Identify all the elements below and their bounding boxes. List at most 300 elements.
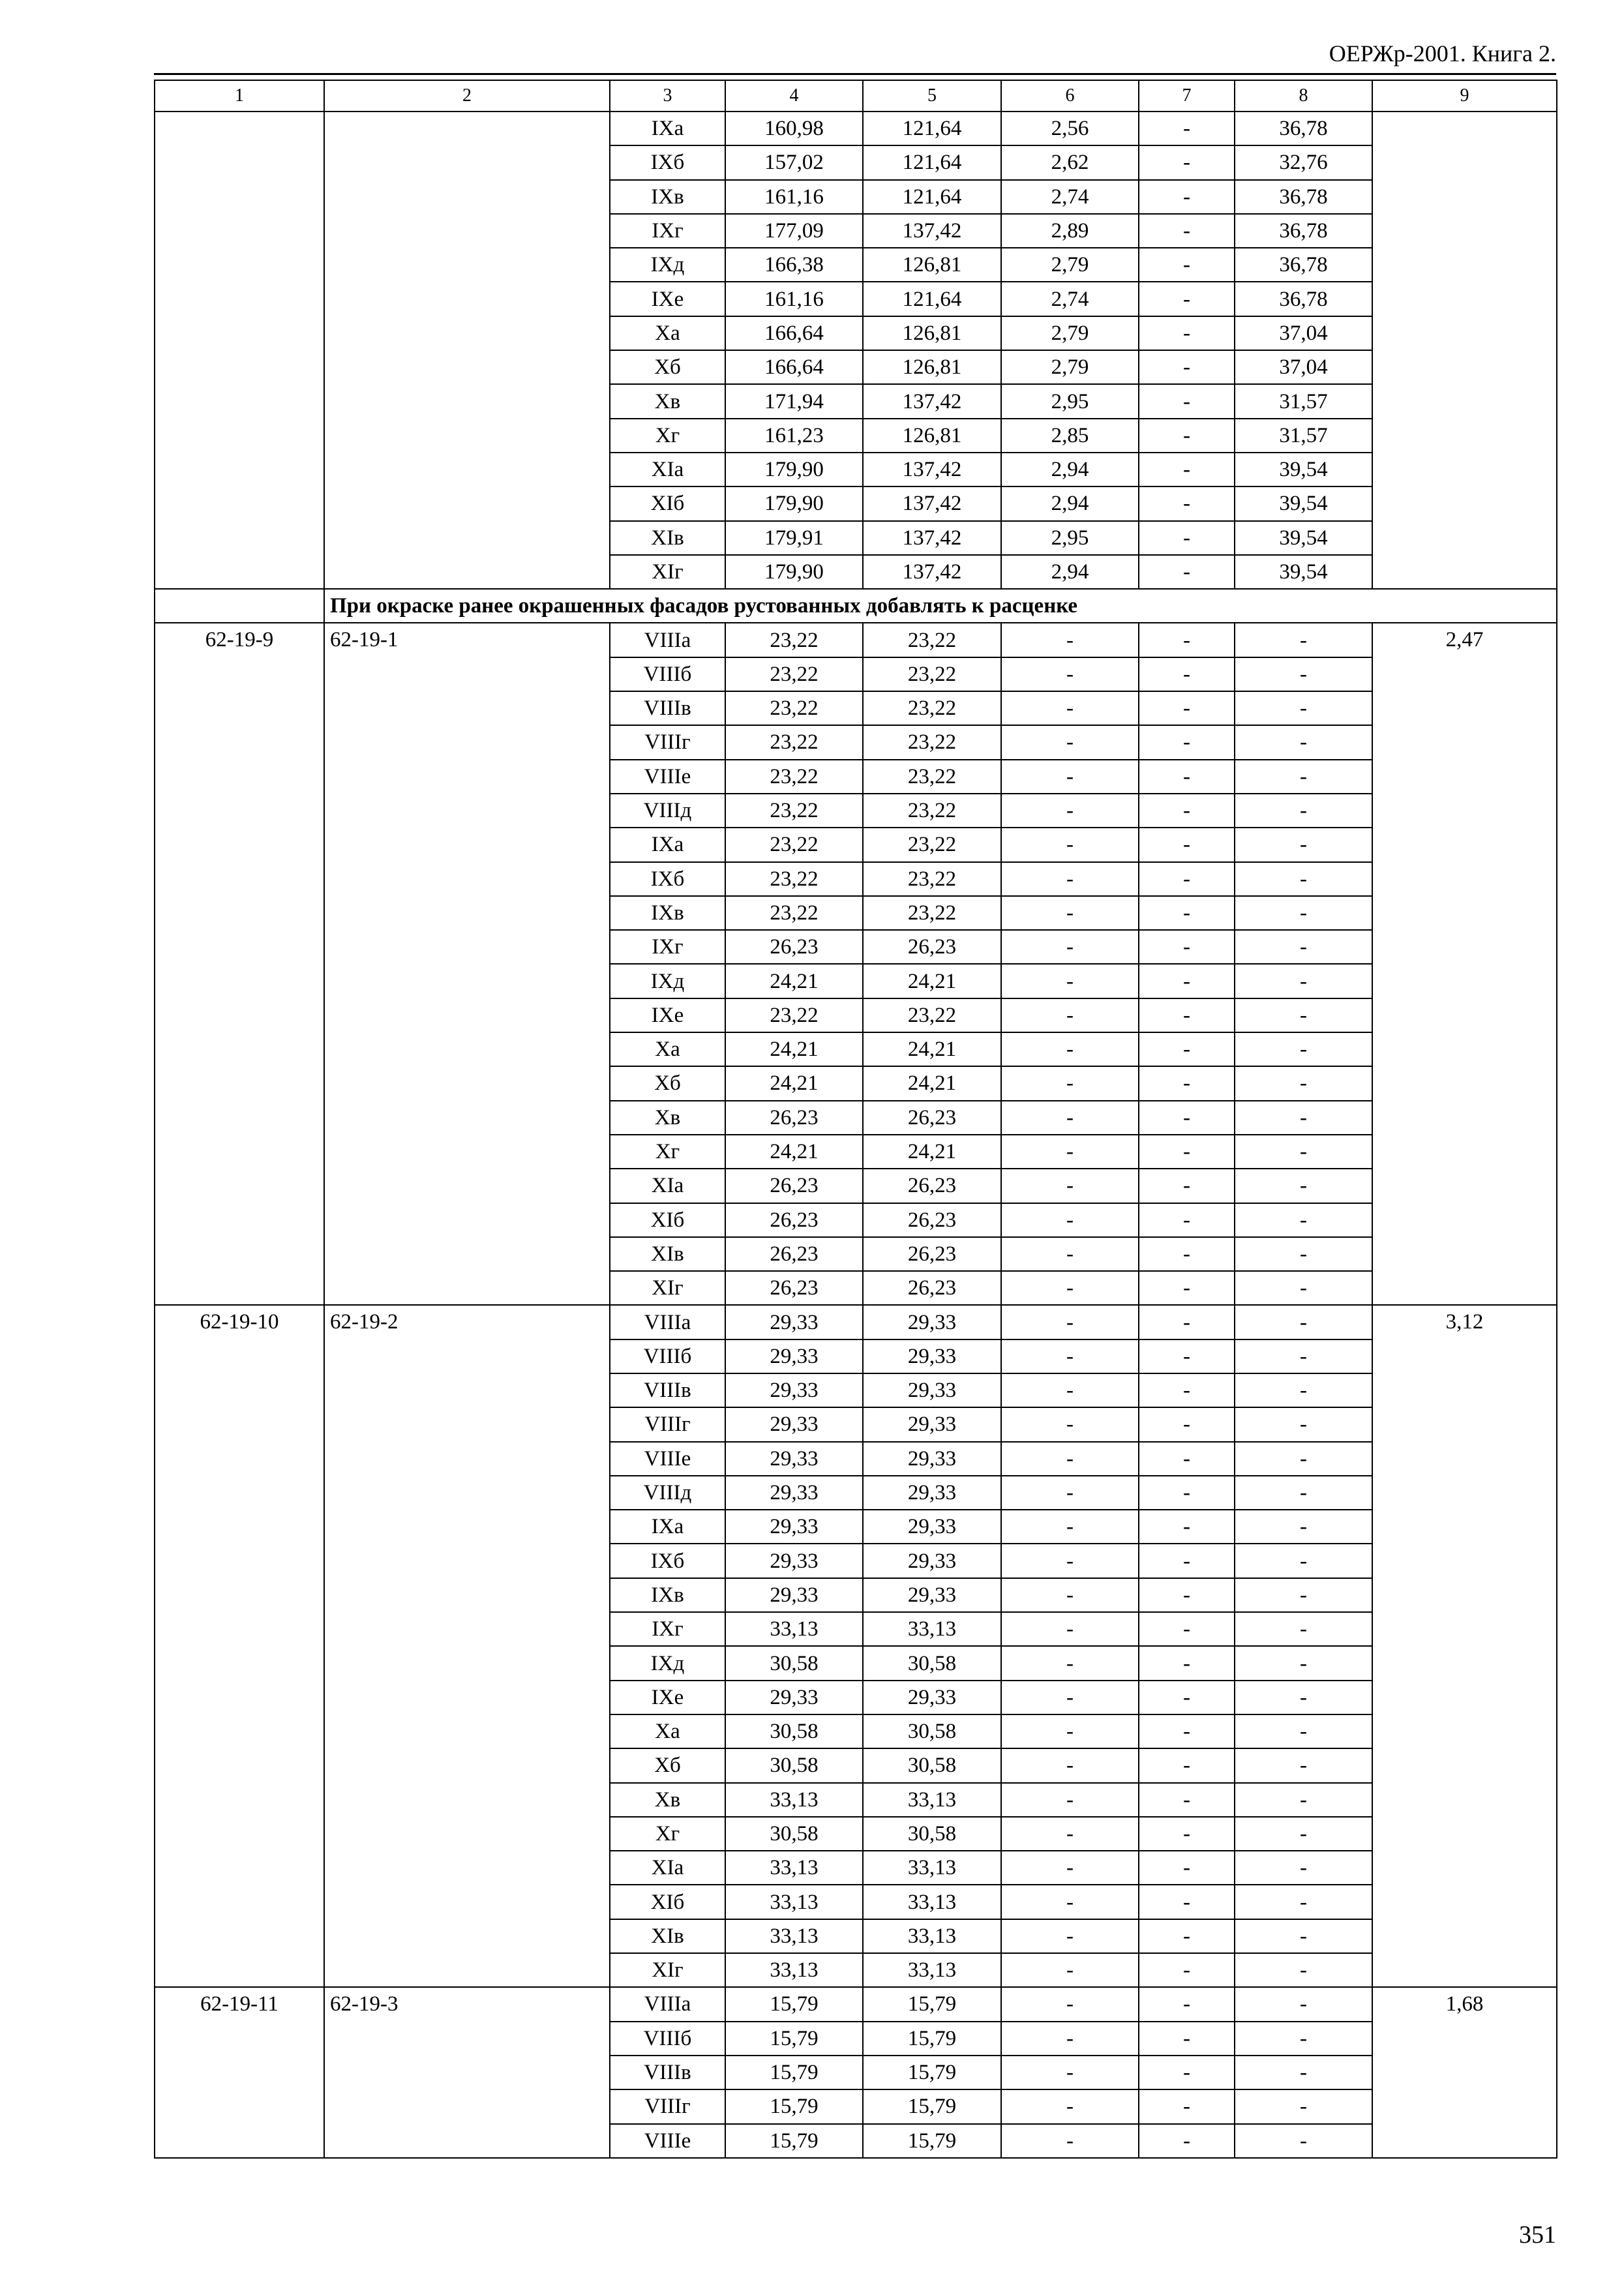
section-note: При окраске ранее окрашенных фасадов рустованных добавлять к расценке — [324, 589, 1557, 623]
rate-code: 62-19-10 — [155, 1305, 324, 1987]
table-cell: IXе — [610, 282, 725, 316]
table-cell: 15,79 — [725, 2089, 863, 2123]
table-cell: 29,33 — [863, 1407, 1001, 1441]
table-cell: - — [1139, 930, 1235, 964]
table-cell: 160,98 — [725, 112, 863, 145]
table-cell: 29,33 — [863, 1544, 1001, 1578]
table-cell: - — [1139, 1885, 1235, 1919]
header-rule — [154, 73, 1556, 75]
table-cell: - — [1235, 1032, 1372, 1066]
table-cell: - — [1139, 1339, 1235, 1373]
table-cell: 23,22 — [863, 998, 1001, 1032]
table-cell: - — [1139, 1442, 1235, 1476]
table-cell: 33,13 — [725, 1919, 863, 1953]
table-cell: 29,33 — [725, 1681, 863, 1714]
table-cell: XIв — [610, 521, 725, 555]
table-cell: - — [1001, 1817, 1139, 1851]
table-cell: 29,33 — [863, 1681, 1001, 1714]
table-cell: 29,33 — [863, 1305, 1001, 1339]
table-cell: - — [1139, 180, 1235, 214]
table-cell: 23,22 — [725, 862, 863, 896]
table-cell: 2,62 — [1001, 145, 1139, 179]
table-cell: - — [1139, 1271, 1235, 1305]
table-cell: Xг — [610, 1135, 725, 1169]
table-cell: 15,79 — [863, 2124, 1001, 2158]
table-cell: - — [1139, 1032, 1235, 1066]
table-cell: 161,23 — [725, 419, 863, 453]
table-cell: - — [1235, 1271, 1372, 1305]
table-cell: 24,21 — [725, 1066, 863, 1100]
table-cell: VIIIг — [610, 725, 725, 759]
table-cell: Xa — [610, 316, 725, 350]
table-cell: - — [1139, 453, 1235, 486]
table-cell: 179,90 — [725, 486, 863, 520]
table-cell: - — [1139, 1237, 1235, 1271]
table-cell: - — [1235, 896, 1372, 930]
table-cell: - — [1139, 1476, 1235, 1510]
table-cell: 137,42 — [863, 453, 1001, 486]
table-cell: - — [1001, 1783, 1139, 1817]
table-cell: 2,85 — [1001, 419, 1139, 453]
table-cell: - — [1001, 1714, 1139, 1748]
table-cell: 121,64 — [863, 180, 1001, 214]
table-cell: - — [1139, 896, 1235, 930]
table-cell: 23,22 — [725, 896, 863, 930]
table-cell: - — [1235, 1373, 1372, 1407]
table-cell: 39,54 — [1235, 555, 1372, 589]
table-cell: - — [1001, 725, 1139, 759]
table-cell: 29,33 — [863, 1442, 1001, 1476]
table-cell: 24,21 — [725, 964, 863, 998]
table-cell: 23,22 — [863, 691, 1001, 725]
table-cell: - — [1001, 1953, 1139, 1987]
table-cell: 2,79 — [1001, 316, 1139, 350]
table-cell: 29,33 — [725, 1476, 863, 1510]
table-cell: 24,21 — [725, 1032, 863, 1066]
table-cell: - — [1001, 1169, 1139, 1203]
table-cell: - — [1235, 828, 1372, 861]
table-cell: - — [1235, 1476, 1372, 1510]
table-cell: 26,23 — [863, 1101, 1001, 1135]
table-cell: - — [1139, 384, 1235, 418]
table-cell: VIIIб — [610, 2022, 725, 2056]
table-cell: 26,23 — [863, 1237, 1001, 1271]
table-cell: Xв — [610, 384, 725, 418]
table-cell: 30,58 — [863, 1817, 1001, 1851]
table-cell: 15,79 — [863, 2022, 1001, 2056]
table-cell: 26,23 — [725, 1271, 863, 1305]
table-cell: - — [1001, 794, 1139, 828]
table-cell: - — [1139, 1203, 1235, 1237]
table-cell: - — [1235, 1817, 1372, 1851]
table-cell: - — [1001, 862, 1139, 896]
table-cell: - — [1001, 691, 1139, 725]
table-cell: - — [1235, 725, 1372, 759]
table-cell: 36,78 — [1235, 248, 1372, 282]
table-cell: - — [1001, 1646, 1139, 1680]
table-cell: Xв — [610, 1783, 725, 1817]
table-cell: - — [1235, 760, 1372, 794]
table-cell: 29,33 — [725, 1339, 863, 1373]
table-cell: IXд — [610, 1646, 725, 1680]
table-cell: - — [1001, 760, 1139, 794]
column-number: 2 — [324, 80, 610, 112]
table-cell: XIг — [610, 555, 725, 589]
table-cell: - — [1001, 1305, 1139, 1339]
table-cell: - — [1001, 657, 1139, 691]
table-cell: - — [1001, 828, 1139, 861]
table-cell: 126,81 — [863, 350, 1001, 384]
table-cell: - — [1139, 1135, 1235, 1169]
column-number: 1 — [155, 80, 324, 112]
table-cell: - — [1235, 1407, 1372, 1441]
table-cell: XIг — [610, 1271, 725, 1305]
table-cell: - — [1139, 1169, 1235, 1203]
table-cell: - — [1001, 1544, 1139, 1578]
table-cell: - — [1139, 1407, 1235, 1441]
table-cell: 161,16 — [725, 282, 863, 316]
table-cell: 30,58 — [863, 1646, 1001, 1680]
table-cell: Xг — [610, 1817, 725, 1851]
table-cell: 23,22 — [863, 657, 1001, 691]
table-cell: XIб — [610, 486, 725, 520]
table-cell: - — [1139, 964, 1235, 998]
table-cell: - — [1235, 964, 1372, 998]
table-cell: - — [1001, 998, 1139, 1032]
table-cell: 126,81 — [863, 316, 1001, 350]
table-cell: 24,21 — [863, 1066, 1001, 1100]
table-cell: 26,23 — [863, 930, 1001, 964]
rate-col9: 2,47 — [1372, 623, 1557, 1305]
column-number: 6 — [1001, 80, 1139, 112]
table-cell: - — [1001, 1442, 1139, 1476]
table-cell: - — [1235, 1681, 1372, 1714]
table-cell: IXв — [610, 1578, 725, 1612]
table-cell: - — [1139, 623, 1235, 657]
table-cell: 23,22 — [863, 896, 1001, 930]
table-cell: - — [1001, 1101, 1139, 1135]
column-number: 9 — [1372, 80, 1557, 112]
table-row — [155, 112, 1557, 145]
table-cell: XIв — [610, 1237, 725, 1271]
table-row — [155, 589, 1557, 623]
column-number: 4 — [725, 80, 863, 112]
table-cell: 33,13 — [725, 1851, 863, 1885]
table-cell: 30,58 — [725, 1714, 863, 1748]
table-cell: 30,58 — [725, 1748, 863, 1782]
table-cell: 24,21 — [863, 964, 1001, 998]
table-cell: 26,23 — [725, 1203, 863, 1237]
table-row — [155, 623, 1557, 657]
table-cell: 2,79 — [1001, 248, 1139, 282]
table-cell: 33,13 — [725, 1612, 863, 1646]
table-cell: 137,42 — [863, 521, 1001, 555]
table-cell: 29,33 — [863, 1510, 1001, 1544]
table-cell: - — [1001, 1987, 1139, 2021]
table-cell: 26,23 — [725, 930, 863, 964]
table-cell: 23,22 — [863, 828, 1001, 861]
table-cell: 26,23 — [725, 1237, 863, 1271]
rate-col9: 1,68 — [1372, 1987, 1557, 2157]
table-cell: Xa — [610, 1032, 725, 1066]
document-header: ОЕРЖр-2001. Книга 2. — [1329, 40, 1556, 67]
table-cell: 23,22 — [863, 760, 1001, 794]
table-cell: - — [1139, 316, 1235, 350]
table-cell: 23,22 — [863, 623, 1001, 657]
table-cell: - — [1001, 1510, 1139, 1544]
table-cell: 30,58 — [725, 1646, 863, 1680]
rate-code: 62-19-9 — [155, 623, 324, 1305]
table-cell: 29,33 — [863, 1578, 1001, 1612]
ref-cell-empty — [324, 112, 610, 589]
table-cell: - — [1001, 1612, 1139, 1646]
table-cell: 33,13 — [725, 1783, 863, 1817]
table-cell: IXе — [610, 1681, 725, 1714]
table-cell: 15,79 — [863, 1987, 1001, 2021]
table-cell: VIIIг — [610, 2089, 725, 2123]
rates-table — [154, 80, 1557, 2159]
table-cell: - — [1139, 1101, 1235, 1135]
table-cell: XIa — [610, 1169, 725, 1203]
table-cell: - — [1001, 964, 1139, 998]
table-cell: - — [1139, 214, 1235, 248]
table-cell: - — [1235, 1510, 1372, 1544]
table-cell: - — [1139, 1544, 1235, 1578]
table-cell: XIб — [610, 1885, 725, 1919]
table-cell: - — [1139, 112, 1235, 145]
table-cell: 15,79 — [725, 2056, 863, 2089]
table-cell: IXг — [610, 1612, 725, 1646]
table-cell: - — [1139, 1851, 1235, 1885]
table-cell: 36,78 — [1235, 282, 1372, 316]
table-cell: - — [1235, 1237, 1372, 1271]
table-cell: - — [1001, 1681, 1139, 1714]
table-cell: IXе — [610, 998, 725, 1032]
table-cell: - — [1235, 2056, 1372, 2089]
table-cell: - — [1001, 1373, 1139, 1407]
table-cell: 126,81 — [863, 248, 1001, 282]
table-cell: - — [1235, 1203, 1372, 1237]
table-cell: - — [1235, 1442, 1372, 1476]
column-number: 8 — [1235, 80, 1372, 112]
table-cell: - — [1139, 1987, 1235, 2021]
table-cell: 29,33 — [725, 1373, 863, 1407]
table-cell: - — [1139, 862, 1235, 896]
table-cell: - — [1001, 2022, 1139, 2056]
table-cell: 23,22 — [725, 998, 863, 1032]
table-cell: 2,94 — [1001, 453, 1139, 486]
table-cell: 33,13 — [863, 1612, 1001, 1646]
table-cell: 26,23 — [863, 1203, 1001, 1237]
table-cell: 36,78 — [1235, 112, 1372, 145]
table-cell: - — [1139, 1305, 1235, 1339]
table-row — [155, 1987, 1557, 2021]
table-cell: - — [1139, 1646, 1235, 1680]
column-number: 5 — [863, 80, 1001, 112]
table-cell: IXa — [610, 1510, 725, 1544]
table-cell: 179,90 — [725, 555, 863, 589]
table-cell: - — [1001, 1203, 1139, 1237]
table-cell: IXa — [610, 112, 725, 145]
table-cell: VIIIв — [610, 691, 725, 725]
table-cell: 24,21 — [863, 1032, 1001, 1066]
table-cell: 26,23 — [725, 1101, 863, 1135]
table-cell: - — [1139, 282, 1235, 316]
table-cell: - — [1235, 1953, 1372, 1987]
table-cell: XIб — [610, 1203, 725, 1237]
table-cell: 29,33 — [725, 1578, 863, 1612]
table-cell: - — [1139, 248, 1235, 282]
table-cell: - — [1235, 794, 1372, 828]
table-cell: - — [1001, 1885, 1139, 1919]
table-cell: - — [1139, 1681, 1235, 1714]
table-cell: 161,16 — [725, 180, 863, 214]
table-cell: IXд — [610, 248, 725, 282]
table-cell: - — [1235, 1339, 1372, 1373]
table-cell: IXa — [610, 828, 725, 861]
table-cell: VIIIв — [610, 1373, 725, 1407]
table-cell: 137,42 — [863, 555, 1001, 589]
table-cell: 29,33 — [863, 1339, 1001, 1373]
table-cell: - — [1139, 657, 1235, 691]
rate-reference: 62-19-2 — [324, 1305, 610, 1987]
table-cell: 33,13 — [863, 1851, 1001, 1885]
table-cell: 2,74 — [1001, 282, 1139, 316]
table-cell: VIIIa — [610, 623, 725, 657]
table-cell: VIIIг — [610, 1407, 725, 1441]
table-cell: 32,76 — [1235, 145, 1372, 179]
rate-reference: 62-19-3 — [324, 1987, 610, 2157]
table-cell: - — [1139, 2056, 1235, 2089]
table-cell: XIг — [610, 1953, 725, 1987]
rates-table-body — [155, 80, 1557, 2158]
table-cell: VIIIд — [610, 1476, 725, 1510]
table-cell: - — [1001, 2124, 1139, 2158]
table-cell: - — [1235, 691, 1372, 725]
table-cell: - — [1235, 1544, 1372, 1578]
table-cell: - — [1139, 2022, 1235, 2056]
table-cell: 2,95 — [1001, 521, 1139, 555]
table-cell: - — [1001, 2056, 1139, 2089]
table-cell: - — [1139, 350, 1235, 384]
column-number: 3 — [610, 80, 725, 112]
table-cell: - — [1235, 1783, 1372, 1817]
table-cell: 121,64 — [863, 282, 1001, 316]
table-cell: 29,33 — [725, 1442, 863, 1476]
table-cell: Xв — [610, 1101, 725, 1135]
table-cell: - — [1139, 794, 1235, 828]
table-cell: - — [1001, 930, 1139, 964]
table-cell: - — [1001, 1032, 1139, 1066]
table-cell: IXв — [610, 896, 725, 930]
table-cell: 26,23 — [725, 1169, 863, 1203]
table-cell: - — [1235, 1885, 1372, 1919]
table-cell: Xб — [610, 1066, 725, 1100]
table-cell: 137,42 — [863, 214, 1001, 248]
table-cell: - — [1235, 1919, 1372, 1953]
table-cell: - — [1235, 1135, 1372, 1169]
table-cell: 33,13 — [725, 1885, 863, 1919]
table-cell: 23,22 — [863, 794, 1001, 828]
table-cell: VIIIе — [610, 760, 725, 794]
note-left-cell — [155, 589, 324, 623]
table-cell: IXг — [610, 930, 725, 964]
table-cell: - — [1001, 623, 1139, 657]
table-cell: - — [1235, 1646, 1372, 1680]
table-cell: - — [1139, 555, 1235, 589]
table-cell: - — [1001, 1135, 1139, 1169]
table-cell: - — [1235, 998, 1372, 1032]
table-cell: 39,54 — [1235, 521, 1372, 555]
table-cell: VIIIa — [610, 1987, 725, 2021]
table-cell: 33,13 — [725, 1953, 863, 1987]
table-cell: - — [1001, 1578, 1139, 1612]
table-cell: 33,13 — [863, 1919, 1001, 1953]
table-cell: 23,22 — [725, 623, 863, 657]
table-cell: 24,21 — [725, 1135, 863, 1169]
table-cell: 23,22 — [863, 725, 1001, 759]
table-cell: - — [1139, 1373, 1235, 1407]
table-cell: 179,90 — [725, 453, 863, 486]
table-cell: 23,22 — [725, 691, 863, 725]
table-cell: IXб — [610, 862, 725, 896]
table-cell: 2,89 — [1001, 214, 1139, 248]
table-cell: - — [1139, 725, 1235, 759]
column-number: 7 — [1139, 80, 1235, 112]
table-cell: - — [1139, 145, 1235, 179]
table-cell: 33,13 — [863, 1953, 1001, 1987]
table-cell: 2,94 — [1001, 555, 1139, 589]
table-cell: - — [1139, 998, 1235, 1032]
table-cell: - — [1139, 828, 1235, 861]
rate-code: 62-19-11 — [155, 1987, 324, 2157]
table-cell: - — [1139, 486, 1235, 520]
table-cell: 24,21 — [863, 1135, 1001, 1169]
table-cell: IXд — [610, 964, 725, 998]
table-cell: - — [1235, 1169, 1372, 1203]
rate-reference: 62-19-1 — [324, 623, 610, 1305]
table-cell: Xг — [610, 419, 725, 453]
table-cell: - — [1001, 1271, 1139, 1305]
table-cell: 137,42 — [863, 486, 1001, 520]
table-cell: 2,56 — [1001, 112, 1139, 145]
col9-cell-empty — [1372, 112, 1557, 589]
table-cell: Xa — [610, 1714, 725, 1748]
table-cell: - — [1235, 2089, 1372, 2123]
table-cell: - — [1235, 930, 1372, 964]
table-cell: 23,22 — [725, 760, 863, 794]
table-cell: 30,58 — [863, 1748, 1001, 1782]
table-cell: IXб — [610, 145, 725, 179]
table-cell: - — [1139, 1817, 1235, 1851]
table-cell: - — [1235, 2124, 1372, 2158]
table-cell: - — [1139, 1066, 1235, 1100]
table-cell: 37,04 — [1235, 350, 1372, 384]
table-cell: 29,33 — [863, 1373, 1001, 1407]
table-cell: - — [1139, 1748, 1235, 1782]
table-cell: - — [1139, 419, 1235, 453]
table-cell: 121,64 — [863, 112, 1001, 145]
column-number-row — [155, 80, 1557, 112]
table-cell: VIIIб — [610, 657, 725, 691]
table-cell: 31,57 — [1235, 419, 1372, 453]
table-cell: 2,94 — [1001, 486, 1139, 520]
table-cell: - — [1139, 1783, 1235, 1817]
table-cell: VIIIе — [610, 2124, 725, 2158]
table-cell: - — [1235, 1851, 1372, 1885]
table-cell: Xб — [610, 1748, 725, 1782]
table-cell: - — [1139, 2124, 1235, 2158]
